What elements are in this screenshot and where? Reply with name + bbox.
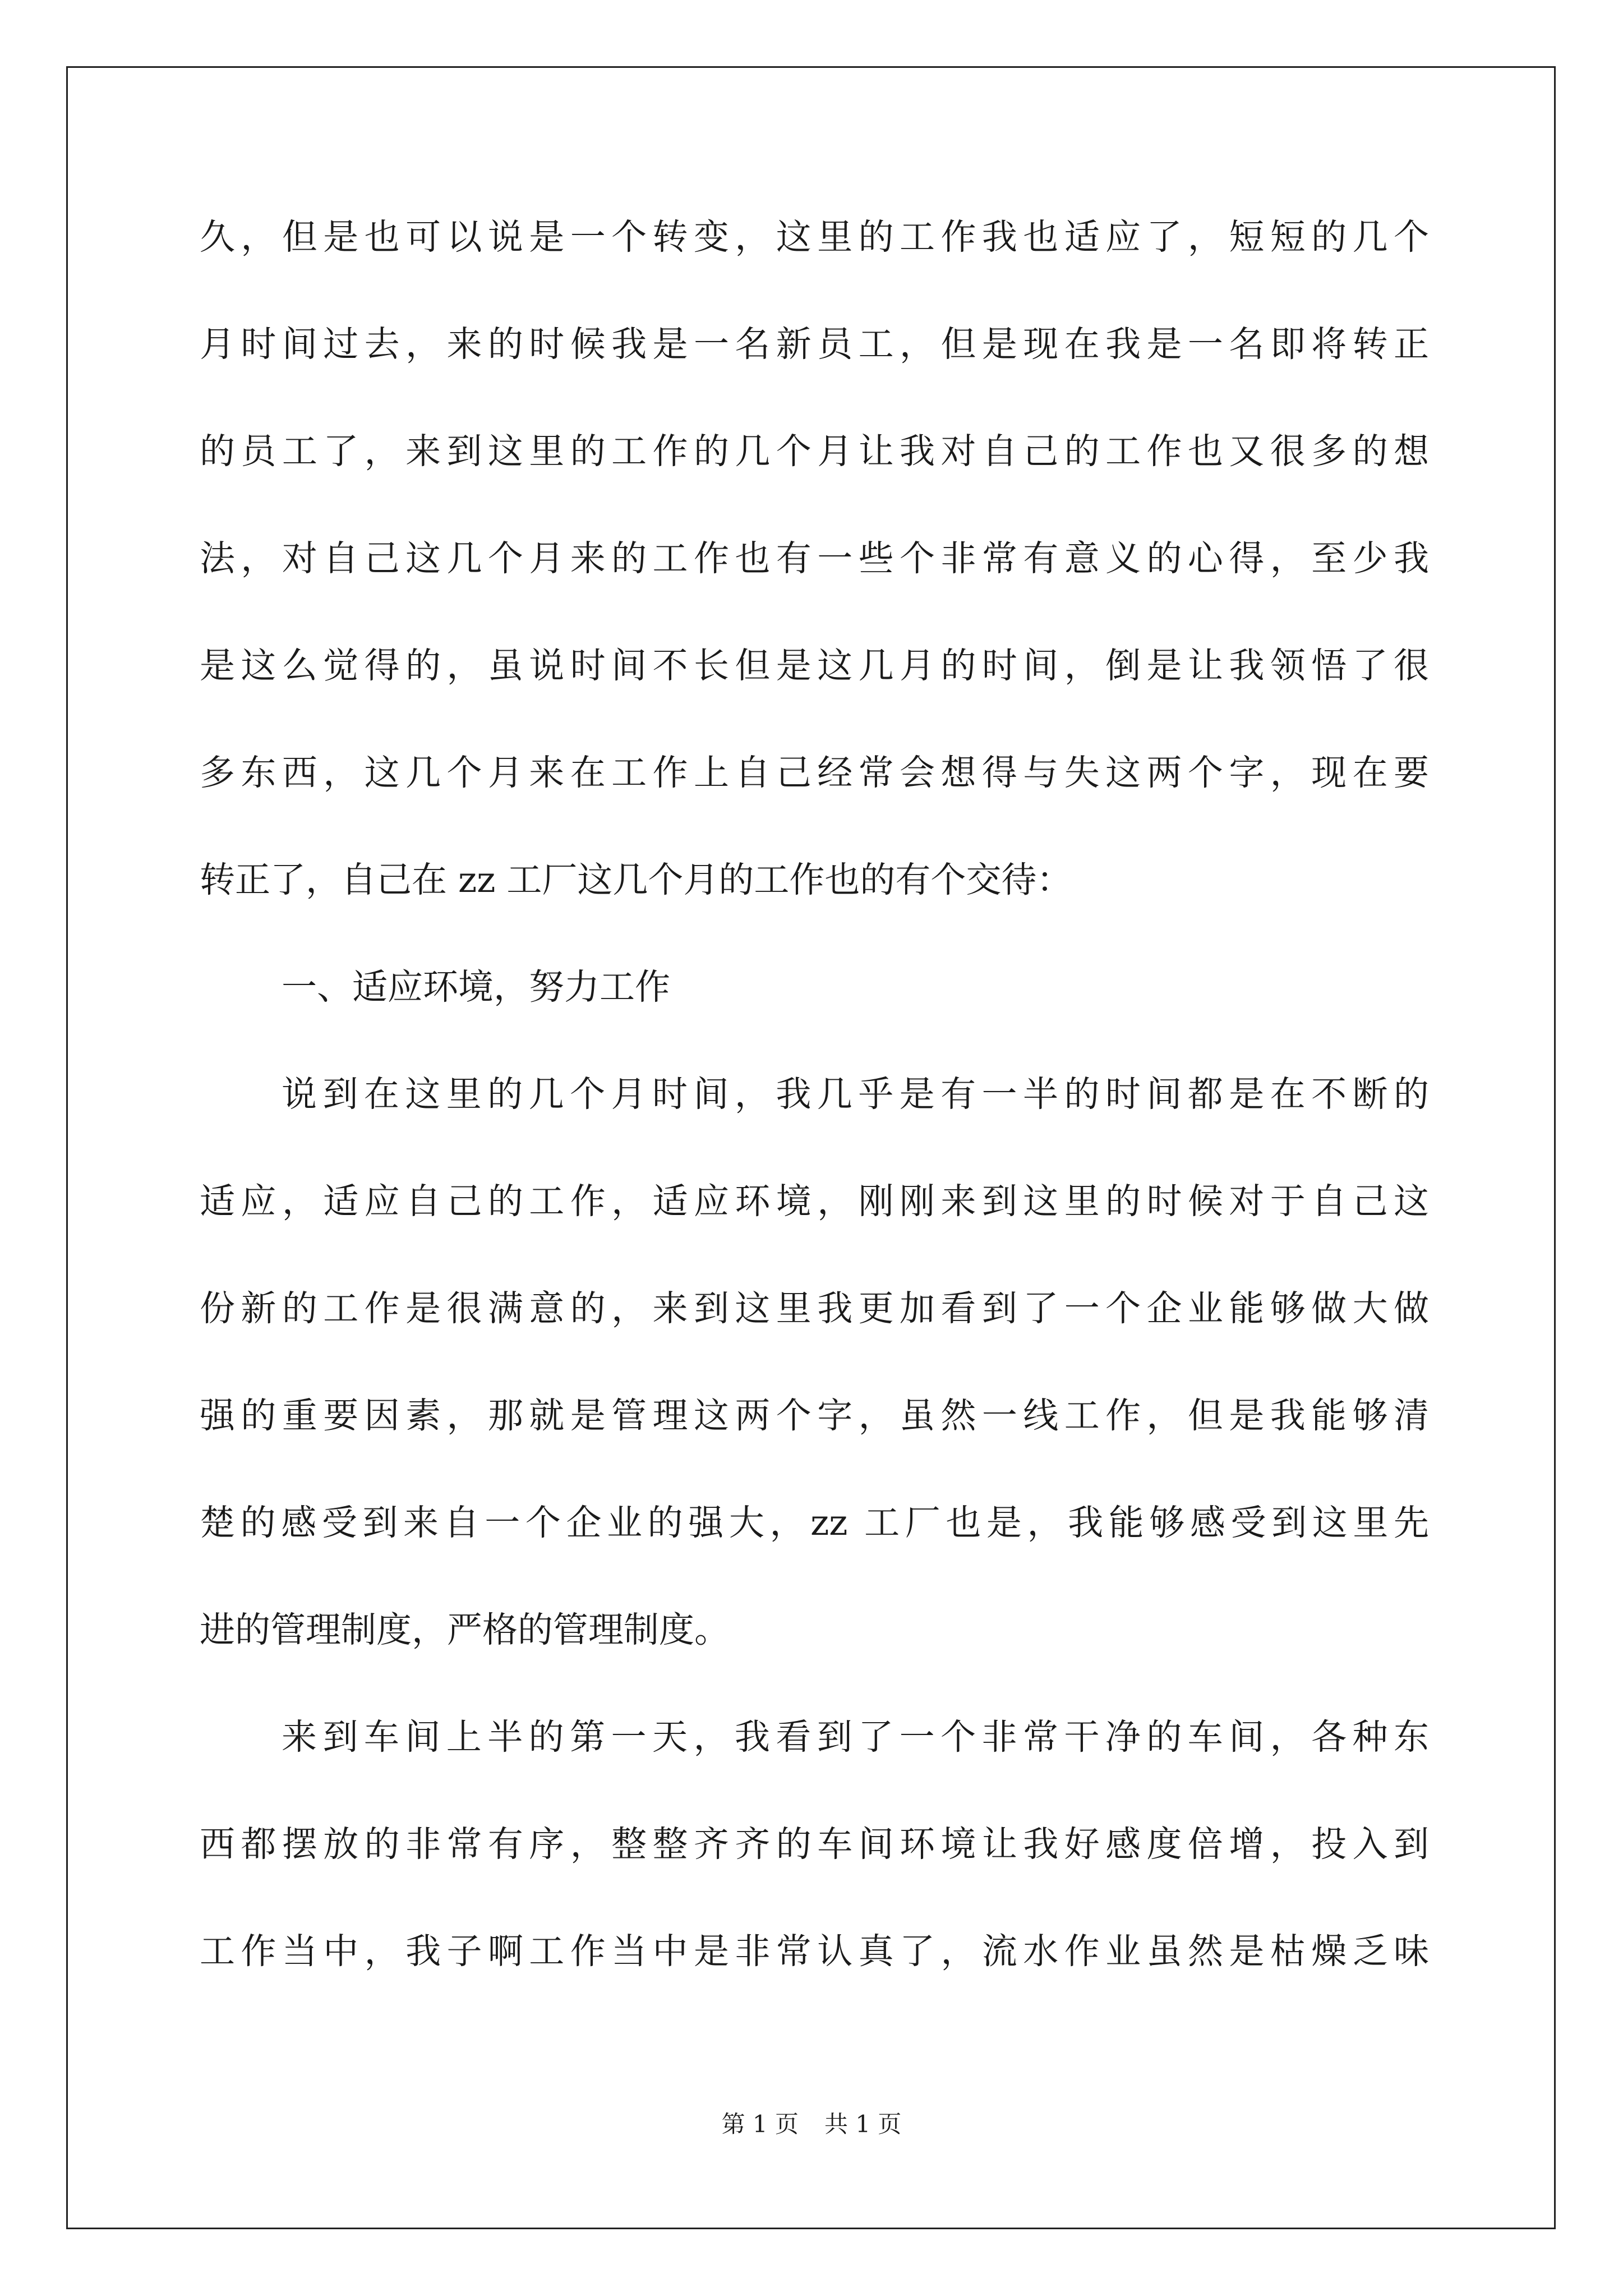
paragraph-line: 份新的工作是很满意的，来到这里我更加看到了一个企业能够做大做 bbox=[200, 1288, 1429, 1329]
paragraph-line-first: 说到在这里的几个月时间，我几乎是有一半的时间都是在不断的 bbox=[282, 1074, 1429, 1115]
paragraph-line-end: 转正了，自己在 zz 工厂这几个月的工作也的有个交待： bbox=[200, 859, 1072, 900]
document-body bbox=[200, 215, 1429, 2036]
paragraph-line: 多东西，这几个月来在工作上自己经常会想得与失这两个字，现在要 bbox=[200, 752, 1429, 793]
paragraph-line: 工作当中，我子啊工作当中是非常认真了，流水作业虽然是枯燥乏味 bbox=[200, 1931, 1429, 1972]
paragraph-line: 法，对自己这几个月来的工作也有一些个非常有意义的心得，至少我 bbox=[200, 538, 1429, 579]
page-total: 共 1 页 bbox=[824, 2110, 902, 2138]
paragraph-line: 久，但是也可以说是一个转变，这里的工作我也适应了，短短的几个 bbox=[200, 217, 1429, 257]
paragraph-line: 月时间过去，来的时候我是一名新员工，但是现在我是一名即将转正 bbox=[200, 324, 1429, 365]
paragraph-line: 西都摆放的非常有序，整整齐齐的车间环境让我好感度倍增，投入到 bbox=[200, 1824, 1429, 1865]
page-number: 第 1 页 bbox=[721, 2110, 799, 2138]
section-heading: 一、适应环境，努力工作 bbox=[282, 967, 670, 1007]
paragraph-line: 的员工了，来到这里的工作的几个月让我对自己的工作也又很多的想 bbox=[200, 431, 1429, 472]
page-footer bbox=[0, 2110, 1623, 2138]
paragraph-line: 楚的感受到来自一个企业的强大，zz 工厂也是，我能够感受到这里先 bbox=[200, 1502, 1429, 1543]
paragraph-line: 是这么觉得的，虽说时间不长但是这几月的时间，倒是让我领悟了很 bbox=[200, 645, 1429, 686]
paragraph-line: 适应，适应自己的工作，适应环境，刚刚来到这里的时候对于自己这 bbox=[200, 1181, 1429, 1222]
paragraph-line-end: 进的管理制度，严格的管理制度。 bbox=[200, 1609, 730, 1650]
paragraph-line: 强的重要因素，那就是管理这两个字，虽然一线工作，但是我能够清 bbox=[200, 1395, 1429, 1436]
paragraph-line-first: 来到车间上半的第一天，我看到了一个非常干净的车间，各种东 bbox=[282, 1717, 1429, 1757]
